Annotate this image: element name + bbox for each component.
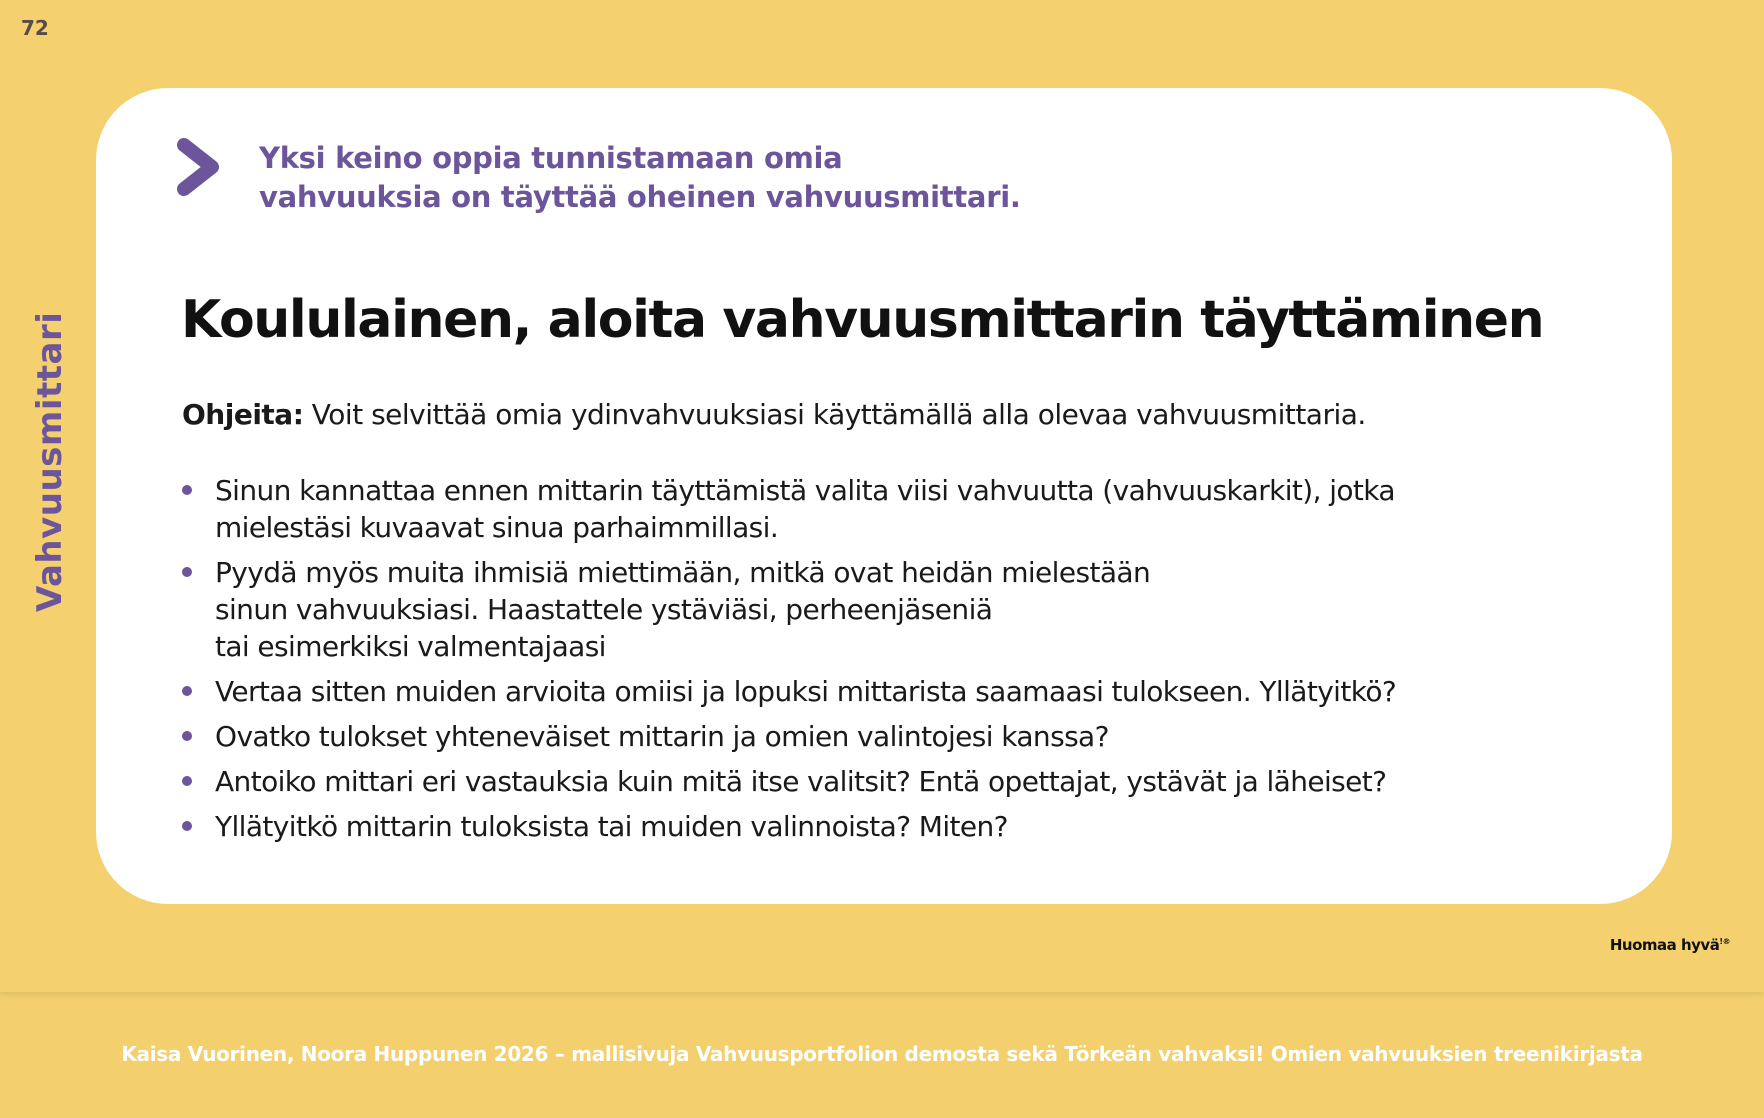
bullet-icon: [182, 567, 192, 577]
instructions: [182, 398, 1366, 431]
list-item-line: Sinun kannattaa ennen mittarin täyttämistä valita viisi vahvuutta (vahvuuskarkit), jotka: [215, 474, 1395, 507]
list-item-line: Vertaa sitten muiden arvioita omiisi ja lopuksi mittarista saamaasi tulokseen. Yllätyitkö?: [215, 675, 1397, 708]
bullet-icon: [182, 821, 192, 831]
bullet-icon: [182, 731, 192, 741]
bullet-icon: [182, 776, 192, 786]
brand-name: Huomaa hyvä: [1609, 936, 1720, 954]
brand-mark: !®: [1719, 937, 1730, 946]
list-item: [182, 673, 1396, 710]
page-number: 72: [21, 16, 49, 40]
brand-logo: [1610, 936, 1730, 954]
page-title: Koululainen, aloita vahvuusmittarin täyttäminen: [181, 290, 1544, 350]
side-section-label: Vahvuusmittari: [30, 311, 70, 612]
instructions-label: Ohjeita:: [182, 398, 304, 431]
intro-text: [259, 139, 1021, 217]
list-item: [182, 472, 1396, 546]
bullet-icon: [182, 485, 192, 495]
list-item-line: Antoiko mittari eri vastauksia kuin mitä itse valitsit? Entä opettajat, ystävät ja läheiset?: [215, 765, 1387, 798]
bullet-list: [182, 472, 1396, 853]
intro-line: vahvuuksia on täyttää oheinen vahvuusmittari.: [259, 180, 1021, 214]
list-item-line: sinun vahvuuksiasi. Haastattele ystäviäsi, perheenjäseniä: [215, 593, 993, 626]
chevron-right-icon: [176, 137, 224, 197]
list-item-line: Pyydä myös muita ihmisiä miettimään, mitkä ovat heidän mielestään: [215, 556, 1151, 589]
list-item-line: Ovatko tulokset yhteneväiset mittarin ja omien valintojesi kanssa?: [215, 720, 1109, 753]
list-item: [182, 808, 1396, 845]
list-item: [182, 554, 1396, 665]
list-item: [182, 718, 1396, 755]
instructions-text: Voit selvittää omia ydinvahvuuksiasi käyttämällä alla olevaa vahvuusmittaria.: [303, 398, 1366, 431]
list-item-line: tai esimerkiksi valmentajaasi: [215, 630, 606, 663]
list-item: [182, 763, 1396, 800]
footer-credit: Kaisa Vuorinen, Noora Huppunen 2026 – mallisivuja Vahvuusportfolion demosta sekä Törkeän vahvaksi! Omien vahvuuksien treenikirjasta: [121, 1042, 1643, 1066]
list-item-line: mielestäsi kuvaavat sinua parhaimmillasi.: [215, 511, 779, 544]
bullet-icon: [182, 686, 192, 696]
intro-line: Yksi keino oppia tunnistamaan omia: [259, 141, 843, 175]
list-item-line: Yllätyitkö mittarin tuloksista tai muiden valinnoista? Miten?: [215, 810, 1008, 843]
